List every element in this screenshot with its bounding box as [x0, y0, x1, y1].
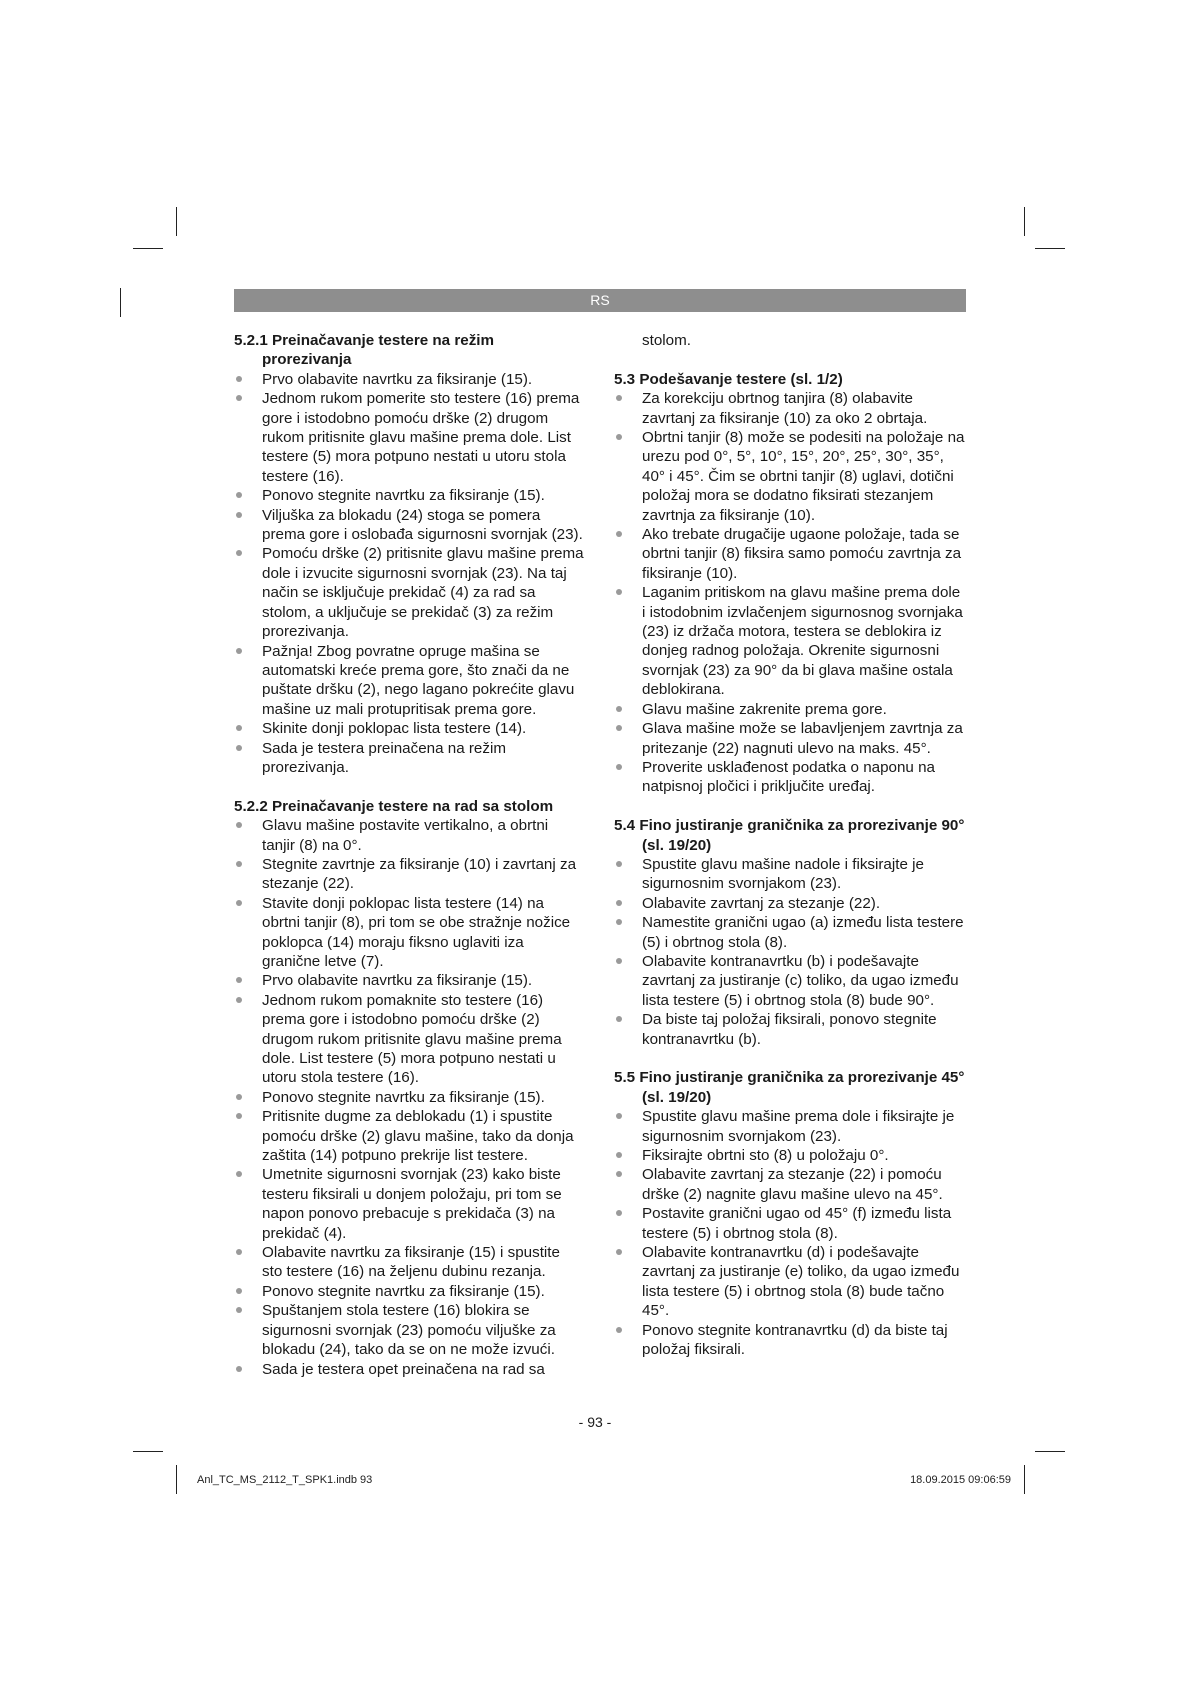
list-item: Olabavite zavrtanj za stezanje (22).	[614, 894, 966, 913]
bullet-list	[234, 370, 584, 778]
section-heading: 5.2.1 Preinačavanje testere na režim prorezivanja	[234, 332, 495, 369]
list-item: Spustite glavu mašine nadole i fiksirajte je sigurnosnim svornjakom (23).	[614, 855, 966, 894]
list-item: Ponovo stegnite navrtku za fiksiranje (15).	[234, 486, 584, 505]
footer-file: Anl_TC_MS_2112_T_SPK1.indb 93	[197, 1474, 373, 1486]
list-item: Olabavite navrtku za fiksiranje (15) i spustite sto testere (16) na željenu dubinu rezanja.	[234, 1243, 584, 1282]
section-5-2-1	[234, 331, 584, 777]
list-item: Laganim pritiskom na glavu mašine prema dole i istodobnim izvlačenjem sigurnosnog svornjaka (23) iz držača motora, testera se deblokira iz donjeg radnog položaja. Okrenite sigurnosni svornjak (23) za 90° da bi glava mašine ostala deblokirana.	[614, 583, 966, 699]
section-5-4	[614, 816, 966, 1049]
list-item: Fiksirajte obrtni sto (8) u položaju 0°.	[614, 1146, 966, 1165]
list-item: Olabavite kontranavrtku (d) i podešavajte zavrtanj za justiranje (e) toliko, da ugao između lista testere (5) i obrtnog stola (8) bude tačno 45°.	[614, 1243, 966, 1321]
crop-mark	[1035, 248, 1065, 249]
crop-mark	[176, 207, 177, 236]
list-item: Pažnja! Zbog povratne opruge mašina se automatski kreće prema gore, što znači da ne puštate dršku (2), nego lagano pokrećite glavu mašine uz mali protupritisak prema gore.	[234, 642, 584, 720]
list-item: Glavu mašine postavite vertikalno, a obrtni tanjir (8) na 0°.	[234, 816, 584, 855]
section-5-2-2	[234, 797, 584, 1379]
list-item: Olabavite zavrtanj za stezanje (22) i pomoću drške (2) nagnite glavu mašine ulevo na 45°.	[614, 1165, 966, 1204]
footer-datetime: 18.09.2015 09:06:59	[910, 1474, 1011, 1486]
section-heading: 5.2.2 Preinačavanje testere na rad sa stolom	[234, 797, 554, 815]
section-5-3	[614, 370, 966, 797]
list-item: Glavu mašine zakrenite prema gore.	[614, 700, 966, 719]
list-item: Stegnite zavrtnje za fiksiranje (10) i zavrtanj za stezanje (22).	[234, 855, 584, 894]
list-item: Olabavite kontranavrtku (b) i podešavajte zavrtanj za justiranje (c) toliko, da ugao između lista testere (5) i obrtnog stola (8) bude 90°.	[614, 952, 966, 1010]
list-item: Umetnite sigurnosni svornjak (23) kako biste testeru fiksirali u donjem položaju, pri tom se napon ponovo prebacuje s prekidača (3) na prekidač (4).	[234, 1165, 584, 1243]
crop-mark	[120, 288, 121, 317]
list-item: Viljuška za blokadu (24) stoga se pomera prema gore i oslobađa sigurnosni svornjak (23).	[234, 506, 584, 545]
list-item: Da biste taj položaj fiksirali, ponovo stegnite kontranavrtku (b).	[614, 1010, 966, 1049]
page-number: - 93 -	[578, 1414, 612, 1430]
list-item: Ponovo stegnite navrtku za fiksiranje (15).	[234, 1282, 584, 1301]
crop-mark	[133, 248, 163, 249]
bullet-list	[614, 855, 966, 1049]
list-item: Pomoću drške (2) pritisnite glavu mašine prema dole i izvucite sigurnosni svornjak (23). Na taj način se isključuje prekidač (4) za rad sa stolom, a uključuje se prekidač (3) za režim prorezivanja.	[234, 544, 584, 641]
list-item: Prvo olabavite navrtku za fiksiranje (15).	[234, 370, 584, 389]
list-item: Sada je testera preinačena na režim prorezivanja.	[234, 739, 584, 778]
list-item: Ako trebate drugačije ugaone položaje, tada se obrtni tanjir (8) fiksira samo pomoću zavrtnja za fiksiranje (10).	[614, 525, 966, 583]
list-item: Spuštanjem stola testere (16) blokira se sigurnosni svornjak (23) pomoću viljuške za blokadu (24), tako da se on ne može izvući.	[234, 1301, 584, 1359]
list-item: Namestite granični ugao (a) između lista testere (5) i obrtnog stola (8).	[614, 913, 966, 952]
list-item: Proverite usklađenost podatka o naponu na natpisnoj pločici i priključite uređaj.	[614, 758, 966, 797]
language-header-bar	[234, 289, 966, 312]
section-heading: 5.5 Fino justiranje graničnika za prorezivanje 45° (sl. 19/20)	[614, 1069, 965, 1106]
list-item: Prvo olabavite navrtku za fiksiranje (15).	[234, 971, 584, 990]
list-item: Obrtni tanjir (8) može se podesiti na položaje na urezu pod 0°, 5°, 10°, 15°, 20°, 25°, 30°, 35°, 40° i 45°. Čim se obrtni tanjir (8) uglavi, dotični položaj mora se dodatno fiksirati stezanjem zavrtnja za fiksiranje (10).	[614, 428, 966, 525]
list-item: Spustite glavu mašine prema dole i fiksirajte je sigurnosnim svornjakom (23).	[614, 1107, 966, 1146]
language-code: RS	[590, 292, 610, 308]
list-item: Skinite donji poklopac lista testere (14).	[234, 719, 584, 738]
crop-mark	[1024, 1465, 1025, 1494]
section-heading: 5.3 Podešavanje testere (sl. 1/2)	[614, 370, 843, 388]
right-column	[614, 331, 966, 1379]
list-item: Jednom rukom pomaknite sto testere (16) prema gore i istodobno pomoću drške (2) drugom rukom pritisnite glavu mašine prema dole. List testere (5) mora potpuno nestati u utoru stola testere (16).	[234, 991, 584, 1088]
list-item: Ponovo stegnite kontranavrtku (d) da biste taj položaj fiksirali.	[614, 1321, 966, 1360]
bullet-list	[614, 1107, 966, 1359]
list-item: Ponovo stegnite navrtku za fiksiranje (15).	[234, 1088, 584, 1107]
section-heading: 5.4 Fino justiranje graničnika za prorezivanje 90° (sl. 19/20)	[614, 817, 965, 854]
crop-mark	[133, 1451, 163, 1452]
section-5-5	[614, 1068, 966, 1359]
list-item: Jednom rukom pomerite sto testere (16) prema gore i istodobno pomoću drške (2) drugom rukom pritisnite glavu mašine prema dole. List testere (5) mora potpuno nestati u utoru stola testere (16).	[234, 389, 584, 486]
list-item: Stavite donji poklopac lista testere (14) na obrtni tanjir (8), pri tom se obe stražnje nožice poklopca (14) moraju fiksno uglaviti iza granične letve (7).	[234, 894, 584, 972]
crop-mark	[1035, 1451, 1065, 1452]
list-item: Sada je testera opet preinačena na rad sa	[234, 1360, 584, 1379]
list-item: Postavite granični ugao od 45° (f) između lista testere (5) i obrtnog stola (8).	[614, 1204, 966, 1243]
crop-mark	[176, 1465, 177, 1494]
bullet-list	[614, 389, 966, 797]
bullet-list	[234, 816, 584, 1379]
continued-text: stolom.	[642, 332, 691, 349]
crop-mark	[1024, 207, 1025, 236]
list-item: Pritisnite dugme za deblokadu (1) i spustite pomoću drške (2) glavu mašine, tako da donja zaštita (14) potpuno prekrije list testere.	[234, 1107, 584, 1165]
left-column	[234, 331, 584, 1398]
list-item: Za korekciju obrtnog tanjira (8) olabavite zavrtanj za fiksiranje (10) za oko 2 obrtaja.	[614, 389, 966, 428]
list-item: Glava mašine može se labavljenjem zavrtnja za pritezanje (22) nagnuti ulevo na maks. 45°.	[614, 719, 966, 758]
